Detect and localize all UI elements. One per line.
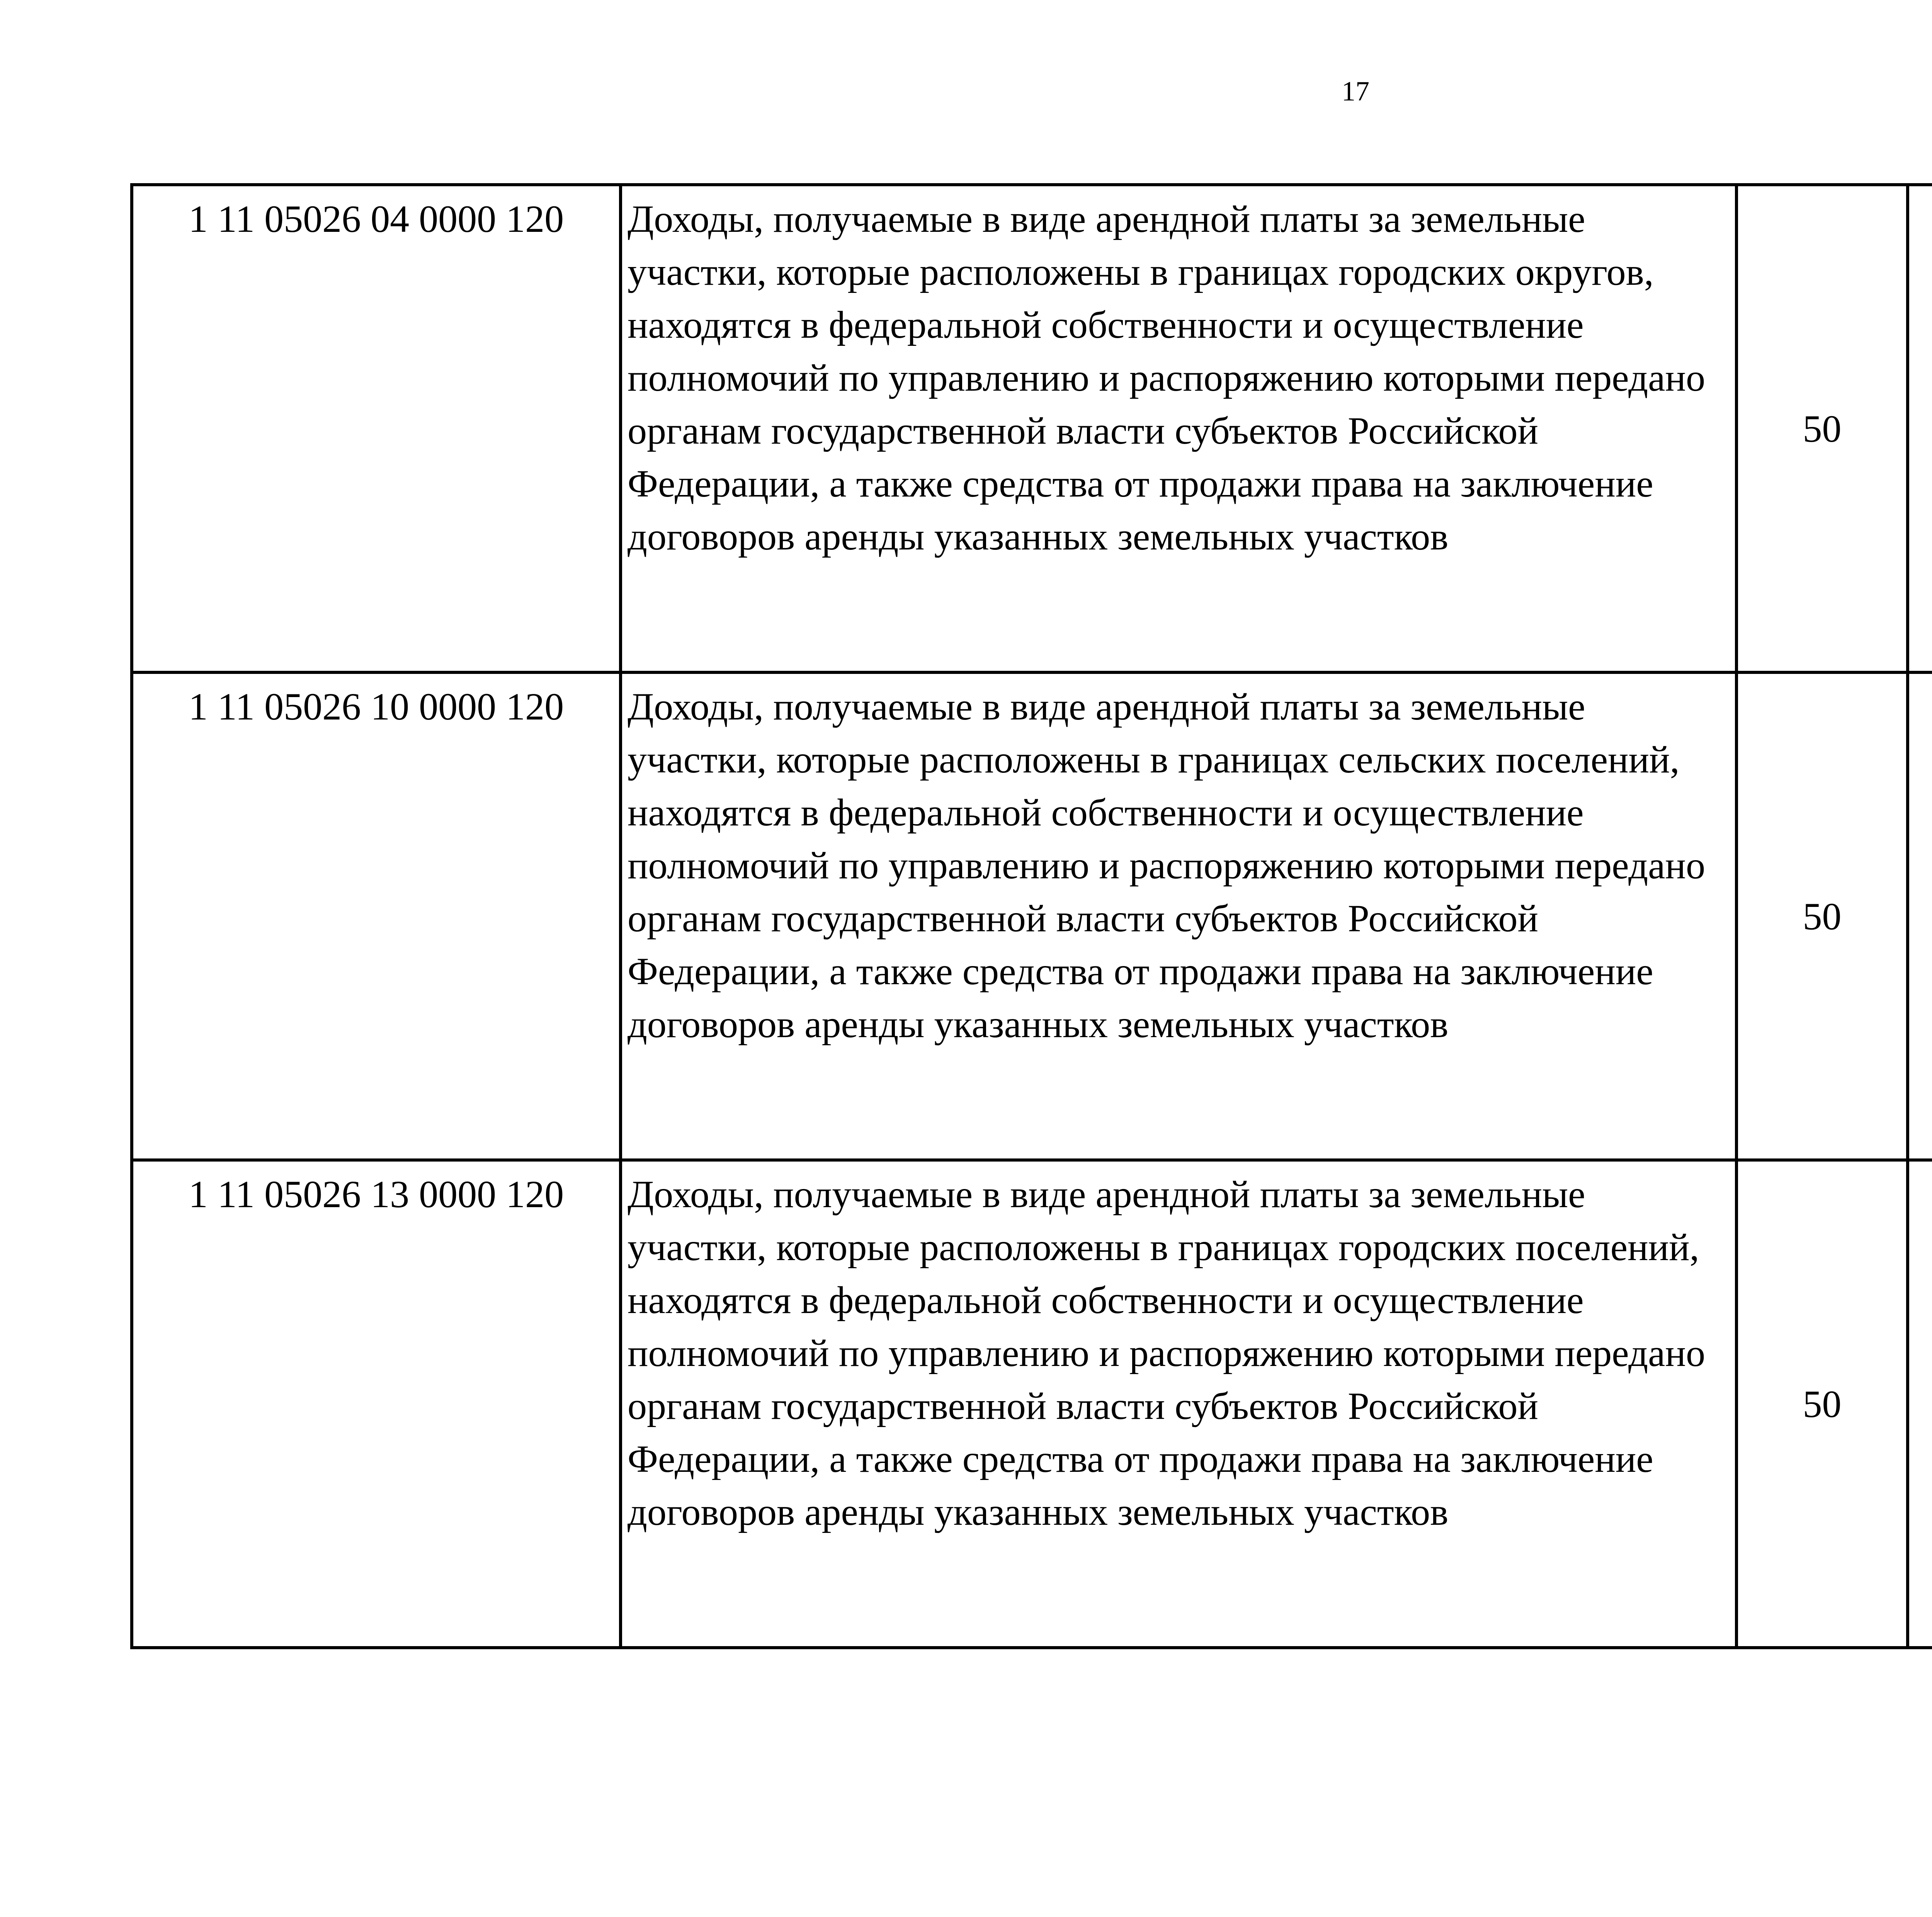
table-row xyxy=(132,1160,1932,1648)
budget-code-cell: 1 11 05026 10 0000 120 xyxy=(132,672,621,1160)
table-row xyxy=(132,672,1932,1160)
value-cell-2 xyxy=(1908,672,1932,1160)
value-cell-1: 50 xyxy=(1736,185,1908,672)
budget-code-cell: 1 11 05026 13 0000 120 xyxy=(132,1160,621,1648)
value-cell-1: 50 xyxy=(1736,1160,1908,1648)
revenue-distribution-table xyxy=(130,183,1932,1649)
table-row xyxy=(132,185,1932,672)
value-cell-1: 50 xyxy=(1736,672,1908,1160)
value-cell-2 xyxy=(1908,1160,1932,1648)
income-description-cell: Доходы, получаемые в виде арендной платы за земельные участки, которые расположены в границах городских поселений, находятся в федеральной собственности и осуществление полномочий по управлению и распоряжению которыми передано органам государственной власти субъектов Российской Федерации, а также средства от продажи права на заключение договоров аренды указанных земельных участков xyxy=(621,1160,1736,1648)
value-cell-2 xyxy=(1908,185,1932,672)
income-description-cell: Доходы, получаемые в виде арендной платы за земельные участки, которые расположены в границах городских округов, находятся в федеральной собственности и осуществление полномочий по управлению и распоряжению которыми передано органам государственной власти субъектов Российской Федерации, а также средства от продажи права на заключение договоров аренды указанных земельных участков xyxy=(621,185,1736,672)
income-description-cell: Доходы, получаемые в виде арендной платы за земельные участки, которые расположены в границах сельских поселений, находятся в федеральной собственности и осуществление полномочий по управлению и распоряжению которыми передано органам государственной власти субъектов Российской Федерации, а также средства от продажи права на заключение договоров аренды указанных земельных участков xyxy=(621,672,1736,1160)
budget-code-cell: 1 11 05026 04 0000 120 xyxy=(132,185,621,672)
page-number: 17 xyxy=(1342,76,1369,107)
